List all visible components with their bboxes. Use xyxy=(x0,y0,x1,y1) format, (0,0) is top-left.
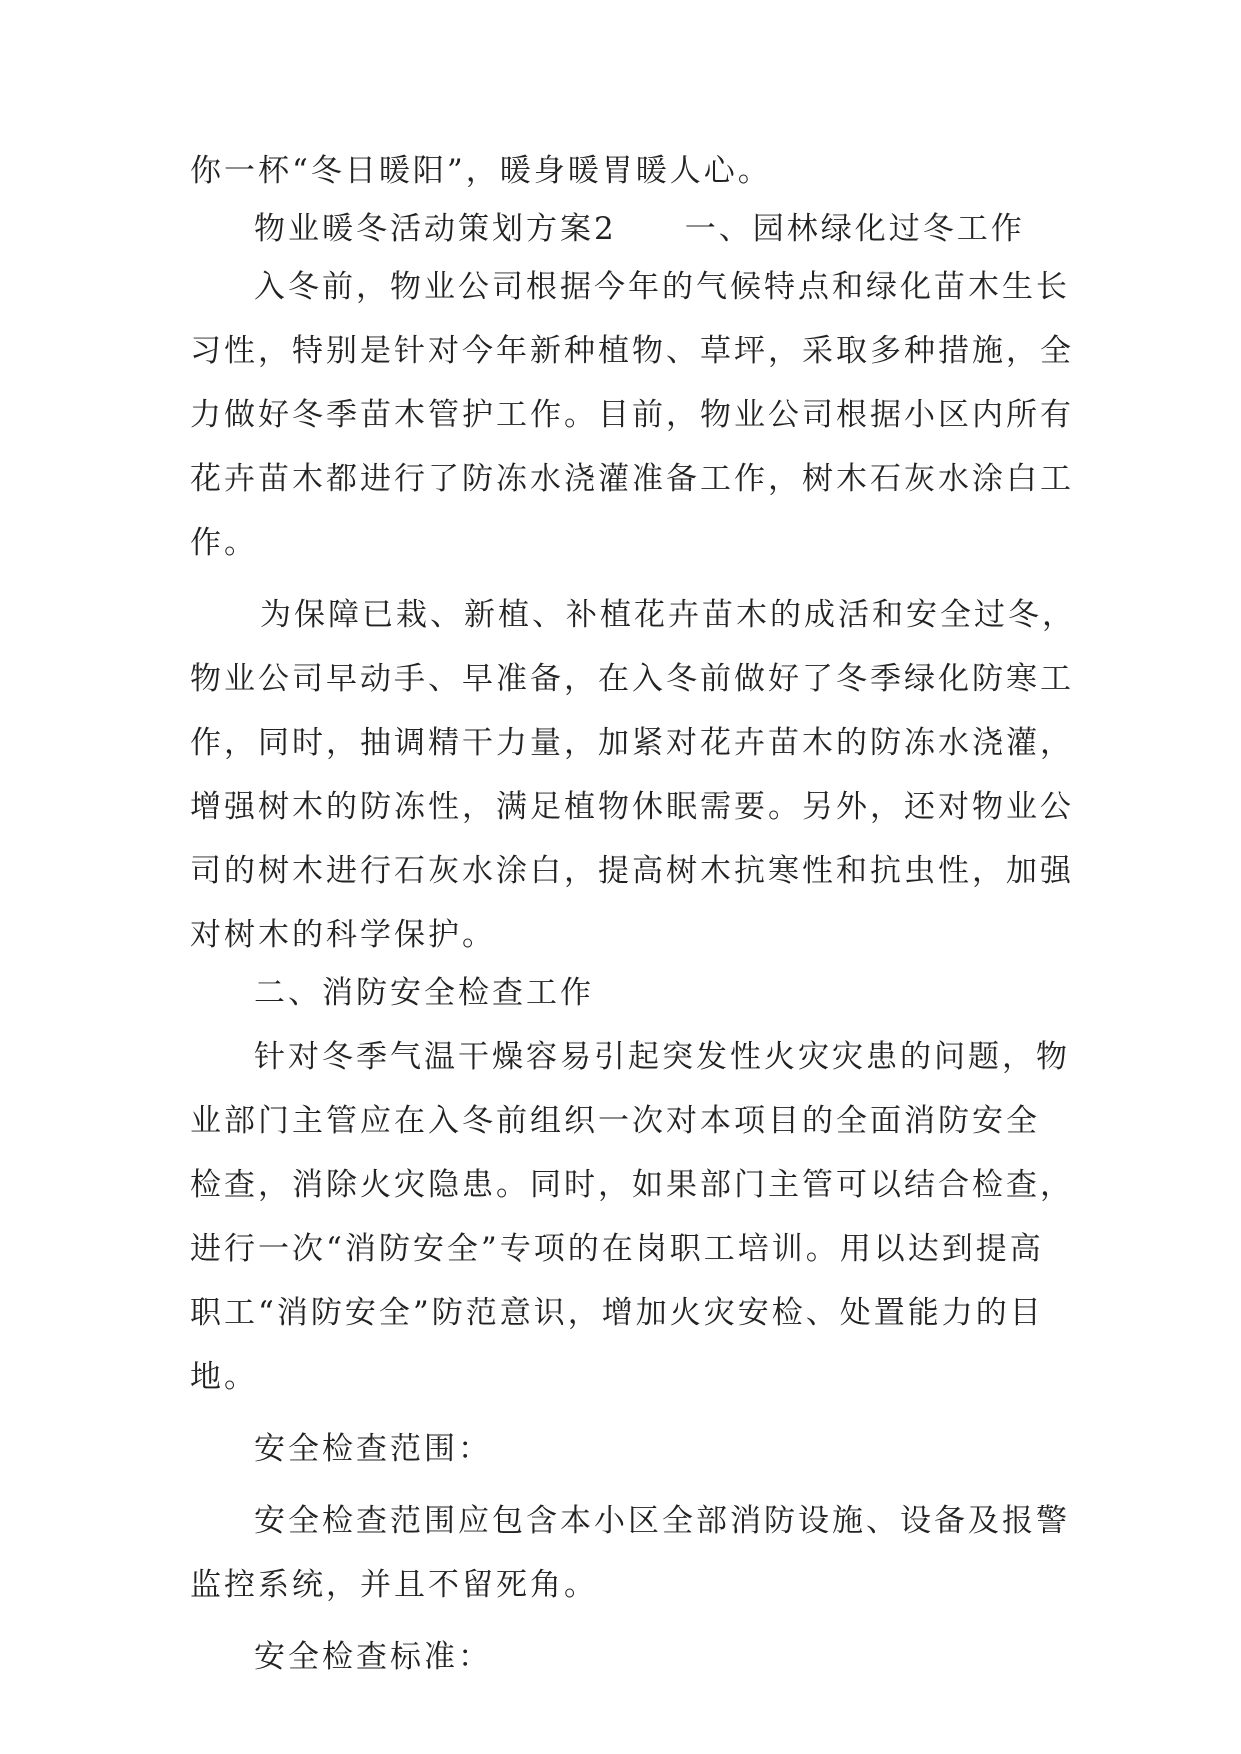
paragraph-line: 习性，特别是针对今年新种植物、草坪，采取多种措施，全 xyxy=(190,333,1074,369)
paragraph-line: 针对冬季气温干燥容易引起突发性火灾灾患的问题，物 xyxy=(254,1039,1070,1075)
paragraph-line: 地。 xyxy=(190,1359,258,1395)
paragraph-line: 进行一次“消防安全”专项的在岗职工培训。用以达到提高 xyxy=(190,1231,1044,1267)
paragraph-line: 力做好冬季苗木管护工作。目前，物业公司根据小区内所有 xyxy=(190,397,1074,433)
subheading: 安全检查标准： xyxy=(254,1639,492,1675)
paragraph-line: 安全检查范围应包含本小区全部消防设施、设备及报警 xyxy=(254,1503,1070,1539)
body-text xyxy=(190,150,1080,1679)
section-heading: 物业暖冬活动策划方案2 一、园林绿化过冬工作 xyxy=(254,211,1025,247)
text-line: 你一杯“冬日暖阳”，暖身暖胃暖人心。 xyxy=(190,153,772,189)
paragraph-line: 花卉苗木都进行了防冻水浇灌准备工作，树木石灰水涂白工 xyxy=(190,461,1074,497)
paragraph-line: 作，同时，抽调精干力量，加紧对花卉苗木的防冻水浇灌， xyxy=(190,725,1074,761)
section-heading: 二、消防安全检查工作 xyxy=(254,975,594,1011)
paragraph-line: 职工“消防安全”防范意识，增加火灾安检、处置能力的目 xyxy=(190,1295,1044,1331)
paragraph-line: 入冬前，物业公司根据今年的气候特点和绿化苗木生长 xyxy=(254,269,1070,305)
paragraph-line: 作。 xyxy=(190,525,258,561)
paragraph-line: 监控系统，并且不留死角。 xyxy=(190,1567,598,1603)
paragraph-line: 为保障已栽、新植、补植花卉苗木的成活和安全过冬， xyxy=(260,597,1076,633)
paragraph-line: 检查，消除火灾隐患。同时，如果部门主管可以结合检查， xyxy=(190,1167,1074,1203)
paragraph-line: 物业公司早动手、早准备，在入冬前做好了冬季绿化防寒工 xyxy=(190,661,1074,697)
paragraph-line: 对树木的科学保护。 xyxy=(190,917,496,953)
paragraph-line: 增强树木的防冻性，满足植物休眠需要。另外，还对物业公 xyxy=(190,789,1074,825)
subheading: 安全检查范围： xyxy=(254,1431,492,1467)
paragraph-line: 业部门主管应在入冬前组织一次对本项目的全面消防安全 xyxy=(190,1103,1040,1139)
paragraph-line: 司的树木进行石灰水涂白，提高树木抗寒性和抗虫性，加强 xyxy=(190,853,1074,889)
